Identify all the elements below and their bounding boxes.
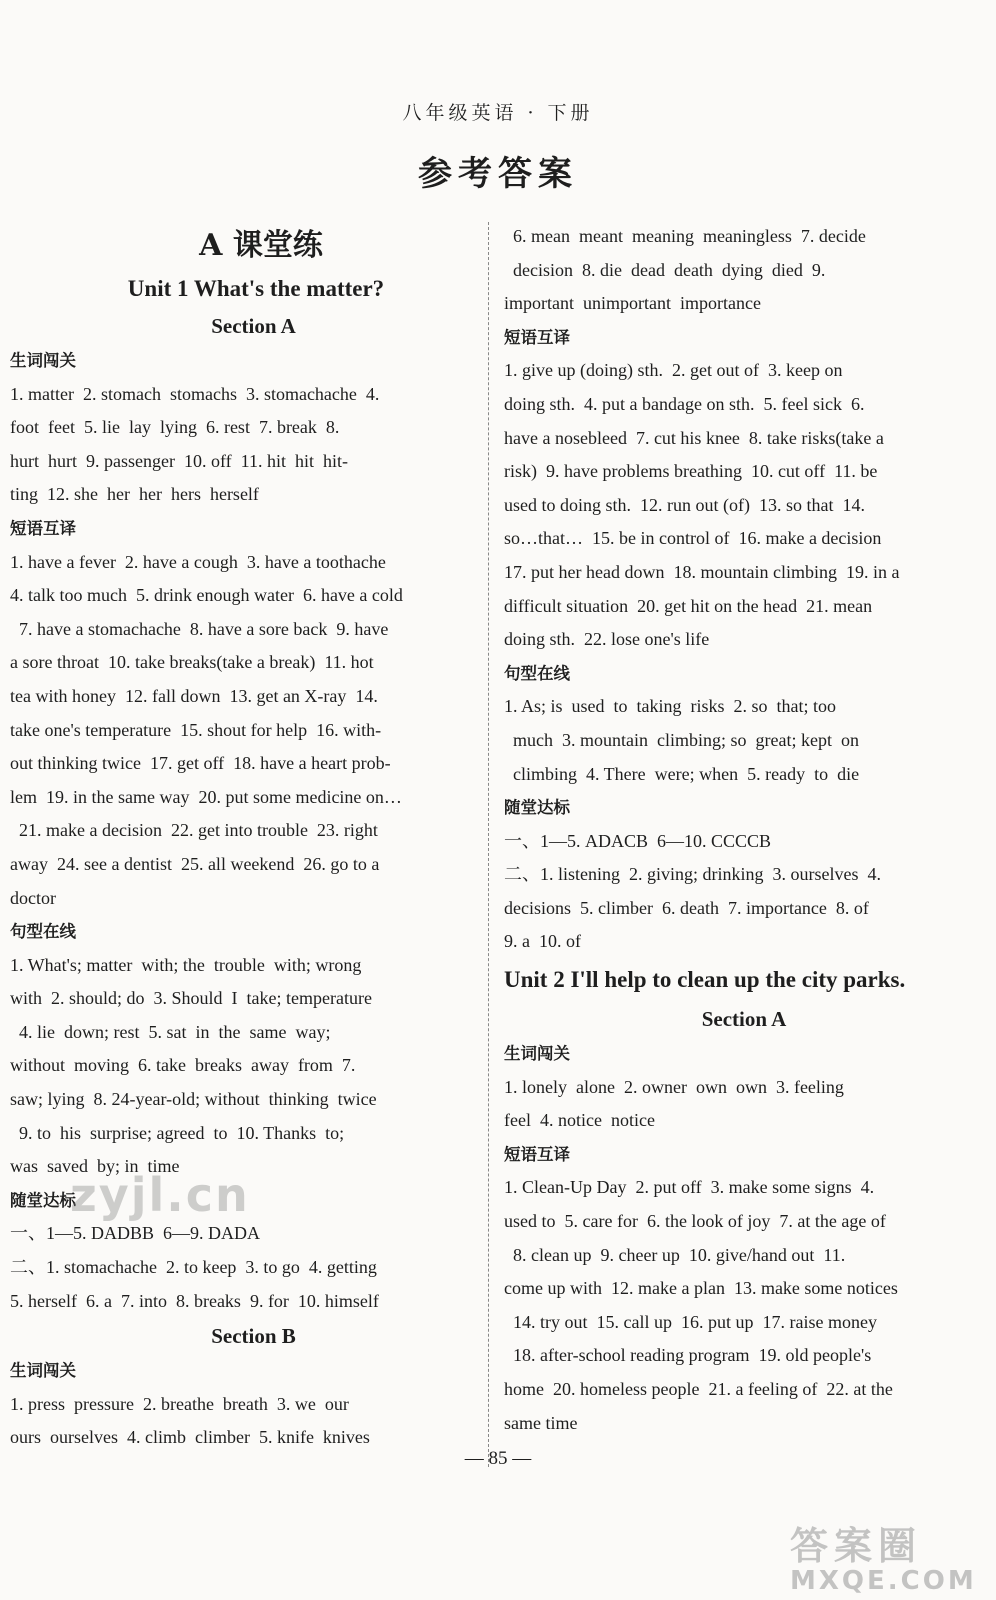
answer-line: difficult situation 20. get hit on the head 21. mean xyxy=(504,595,873,616)
answer-block xyxy=(504,220,984,321)
grade-header: 八年级英语 · 下册 xyxy=(402,102,594,124)
answer-line: a sore throat 10. take breaks(take a break) 11. hot xyxy=(10,652,374,673)
answer-line: was saved by; in time xyxy=(10,1156,180,1177)
watermark: zyjl.cn xyxy=(70,1168,250,1222)
section-title: Section B xyxy=(211,1324,296,1349)
answer-line: 9. to his surprise; agreed to 10. Thanks to; xyxy=(10,1122,345,1143)
subsection-title: 短语互译 xyxy=(504,1144,570,1164)
answer-block xyxy=(10,1388,472,1455)
column-divider xyxy=(488,222,489,1467)
answer-line: 4. talk too much 5. drink enough water 6. have a cold xyxy=(10,585,403,606)
answer-line: ours ourselves 4. climb climber 5. knife knives xyxy=(10,1427,370,1448)
answer-line: 14. try out 15. call up 16. put up 17. raise money xyxy=(504,1311,877,1332)
answer-line: 1. give up (doing) sth. 2. get out of 3. keep on xyxy=(504,360,843,381)
answer-line: 8. clean up 9. cheer up 10. give/hand out 11. xyxy=(504,1244,846,1265)
answer-line: 1. Clean-Up Day 2. put off 3. make some signs 4. xyxy=(504,1177,875,1198)
answer-line: ting 12. she her her hers herself xyxy=(10,484,259,505)
answer-line: 一、1—5. ADACB 6—10. CCCCB xyxy=(504,830,772,851)
answer-line: 1. have a fever 2. have a cough 3. have a toothache xyxy=(10,551,386,572)
answer-line: 1. What's; matter with; the trouble with; wrong xyxy=(10,954,362,975)
answer-line: used to doing sth. 12. run out (of) 13. so that 14. xyxy=(504,494,865,515)
answer-line: 1. As; is used to taking risks 2. so that; too xyxy=(504,696,837,717)
answer-line: tea with honey 12. fall down 13. get an X-ray 14. xyxy=(10,685,378,706)
answer-block xyxy=(504,354,984,656)
answer-line: 9. a 10. of xyxy=(504,931,581,952)
answer-block xyxy=(504,1171,984,1440)
answer-line: with 2. should; do 3. Should I take; temperature xyxy=(10,988,372,1009)
subsection-title: 句型在线 xyxy=(504,663,570,683)
answer-block xyxy=(504,1071,984,1138)
answer-line: used to 5. care for 6. the look of joy 7. at the age of xyxy=(504,1211,886,1232)
site-logo xyxy=(790,1515,980,1595)
page-title: 参考答案 xyxy=(418,154,578,194)
answer-line: take one's temperature 15. shout for help 16. with- xyxy=(10,719,382,740)
answer-line: so…that… 15. be in control of 16. make a decision xyxy=(504,528,882,549)
subsection-title: 短语互译 xyxy=(504,327,570,347)
subsection-title: 生词闯关 xyxy=(504,1044,570,1064)
answer-line: hurt hurt 9. passenger 10. off 11. hit hit hit- xyxy=(10,450,348,471)
answer-line: 4. lie down; rest 5. sat in the same way; xyxy=(10,1021,331,1042)
left-column xyxy=(10,222,472,1455)
answer-line: 1. matter 2. stomach stomachs 3. stomachache 4. xyxy=(10,383,380,404)
answer-line: feel 4. notice notice xyxy=(504,1110,655,1131)
answer-line: 6. mean meant meaning meaningless 7. decide xyxy=(504,226,866,246)
section-heading: A 课堂练 xyxy=(199,228,323,263)
subsection-title: 生词闯关 xyxy=(10,1361,76,1381)
answer-line: 5. herself 6. a 7. into 8. breaks 9. for 10. himself xyxy=(10,1290,379,1311)
answer-line: 21. make a decision 22. get into trouble 23. right xyxy=(10,820,378,841)
answer-line: have a nosebleed 7. cut his knee 8. take risks(take a xyxy=(504,427,884,448)
answer-line: 17. put her head down 18. mountain climbing 19. in a xyxy=(504,561,900,582)
answer-line: doing sth. 4. put a bandage on sth. 5. feel sick 6. xyxy=(504,393,865,414)
answer-line: decision 8. die dead death dying died 9. xyxy=(504,259,826,280)
answer-line: climbing 4. There were; when 5. ready to die xyxy=(504,763,860,784)
answer-block xyxy=(10,1217,472,1318)
logo-text-cn: 答案圈 xyxy=(790,1524,923,1568)
unit-title: Unit 1 What's the matter? xyxy=(127,276,385,301)
answer-line: away 24. see a dentist 25. all weekend 26. go to a xyxy=(10,853,380,874)
logo-text-en: MXQE.COM xyxy=(790,1566,977,1596)
answer-line: doing sth. 22. lose one's life xyxy=(504,629,710,650)
answer-block xyxy=(504,825,984,959)
answer-line: 7. have a stomachache 8. have a sore back 9. have xyxy=(10,618,389,639)
answer-line: 1. press pressure 2. breathe breath 3. we our xyxy=(10,1393,349,1414)
subsection-title: 句型在线 xyxy=(10,922,76,942)
subsection-title: 短语互译 xyxy=(10,518,76,538)
answer-line: foot feet 5. lie lay lying 6. rest 7. break 8. xyxy=(10,417,340,438)
answer-line: decisions 5. climber 6. death 7. importance 8. of xyxy=(504,897,869,918)
answer-line: much 3. mountain climbing; so great; kept on xyxy=(504,729,859,750)
answer-line: home 20. homeless people 21. a feeling of 22. at the xyxy=(504,1379,893,1399)
answer-line: 一、1—5. DADBB 6—9. DADA xyxy=(10,1223,261,1244)
subsection-title: 随堂达标 xyxy=(504,798,570,818)
answer-line: out thinking twice 17. get off 18. have a heart prob- xyxy=(10,753,391,774)
right-column xyxy=(504,220,984,1440)
subsection-title: 随堂达标 xyxy=(10,1190,76,1210)
answer-line: same time xyxy=(504,1412,578,1433)
answer-block xyxy=(10,949,472,1184)
answer-line: 18. after-school reading program 19. old people's xyxy=(504,1345,872,1366)
answer-line: lem 19. in the same way 20. put some medicine on… xyxy=(10,786,402,807)
answer-line: 二、1. stomachache 2. to keep 3. to go 4. getting xyxy=(10,1257,377,1278)
answer-block xyxy=(504,690,984,791)
answer-block xyxy=(10,378,472,512)
unit-title: Unit 2 I'll help to clean up the city parks. xyxy=(504,967,906,993)
answer-line: 1. lonely alone 2. owner own own 3. feeling xyxy=(504,1076,844,1097)
answer-line: without moving 6. take breaks away from 7. xyxy=(10,1055,356,1076)
subsection-title: 生词闯关 xyxy=(10,351,76,370)
answer-block xyxy=(10,546,472,916)
answer-line: doctor xyxy=(10,887,56,908)
answer-line: risk) 9. have problems breathing 10. cut off 11. be xyxy=(504,461,878,482)
answer-line: come up with 12. make a plan 13. make some notices xyxy=(504,1278,898,1299)
section-title: Section A xyxy=(211,314,296,338)
answer-line: important unimportant importance xyxy=(504,293,761,314)
page-number: — 85 — xyxy=(0,1448,996,1470)
section-title: Section A xyxy=(701,1007,787,1032)
answer-line: 二、1. listening 2. giving; drinking 3. ourselves 4. xyxy=(504,864,881,885)
answer-line: saw; lying 8. 24-year-old; without thinking twice xyxy=(10,1089,377,1110)
